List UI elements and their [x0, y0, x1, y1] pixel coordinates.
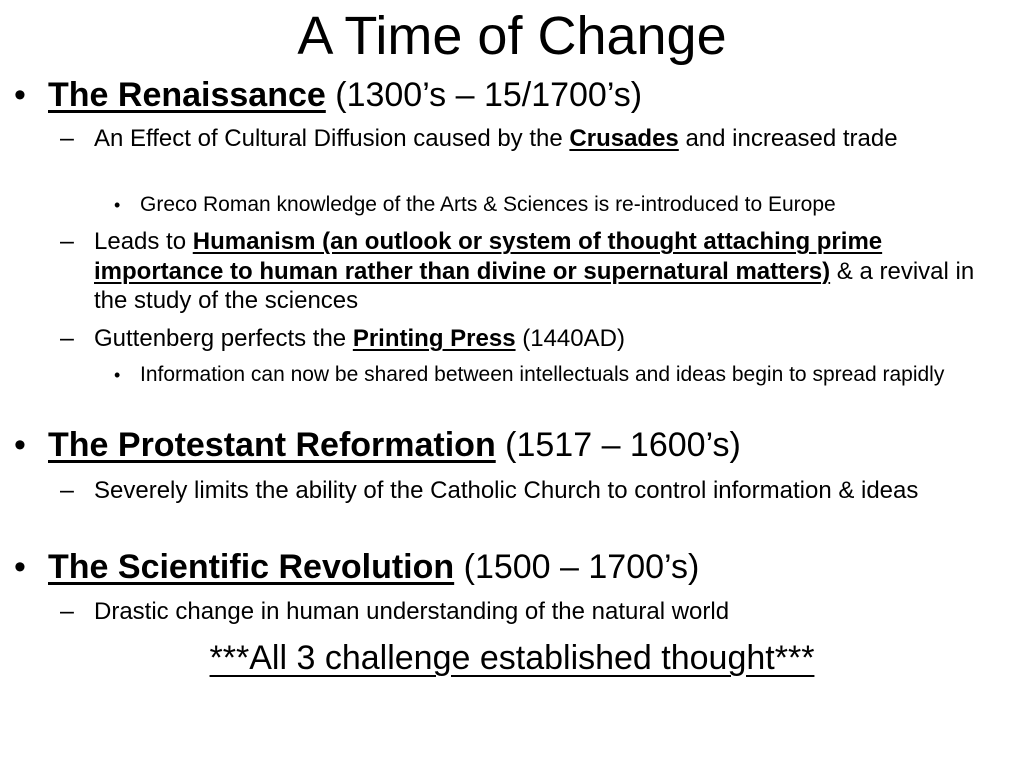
- section-heading-line: [48, 548, 1008, 586]
- point-text: [94, 227, 1004, 316]
- bullet-level2: –: [60, 227, 74, 255]
- section-heading: The Renaissance: [48, 76, 326, 114]
- subpoint-text: Information can now be shared between intellectuals and ideas begin to spread rapidly: [140, 363, 945, 386]
- bullet-level2: –: [60, 124, 74, 152]
- point-text-after: (1440AD): [515, 325, 625, 352]
- point-keyword: Crusades: [569, 125, 679, 152]
- bullet-level1: •: [14, 548, 26, 586]
- bullet-level2: –: [60, 324, 74, 352]
- bullet-level2: –: [60, 597, 74, 625]
- section-dates: (1500 – 1700’s): [454, 548, 700, 586]
- bullet-level3: •: [114, 195, 121, 215]
- point-text-before: Guttenberg perfects the: [94, 325, 353, 352]
- bullet-level1: •: [14, 426, 26, 464]
- point-text: [94, 124, 1004, 154]
- point-text-after: & a revival in the study of the sciences: [94, 257, 975, 314]
- slide-title: A Time of Change: [297, 6, 727, 66]
- point-text: [94, 324, 1004, 354]
- point-keyword: Printing Press: [352, 325, 516, 352]
- point-keyword: Humanism (an outlook or system of thought attaching prime importance to human rather than divine or supernatural matters): [94, 228, 883, 285]
- point-text-before: An Effect of Cultural Diffusion caused by the: [94, 125, 570, 152]
- bullet-level1: •: [14, 76, 26, 114]
- bullet-level2: –: [60, 476, 74, 504]
- section-dates: (1300’s – 15/1700’s): [325, 76, 643, 114]
- section-heading-line: [48, 76, 1008, 114]
- point-text-after: and increased trade: [678, 125, 898, 152]
- subpoint-text: Greco Roman knowledge of the Arts & Sciences is re-introduced to Europe: [140, 193, 836, 216]
- bullet-level3: •: [114, 365, 121, 385]
- point-text-before: Leads to: [94, 228, 193, 255]
- section-heading: The Scientific Revolution: [48, 548, 455, 586]
- conclusion-statement: [0, 636, 1024, 680]
- section-heading: The Protestant Reformation: [48, 426, 496, 464]
- point-text: Drastic change in human understanding of the natural world: [94, 598, 730, 625]
- point-text: Severely limits the ability of the Catholic Church to control information & ideas: [94, 477, 919, 504]
- section-dates: (1517 – 1600’s): [495, 426, 741, 464]
- section-heading-line: [48, 426, 1008, 464]
- conclusion-text: ***All 3 challenge established thought***: [209, 639, 815, 677]
